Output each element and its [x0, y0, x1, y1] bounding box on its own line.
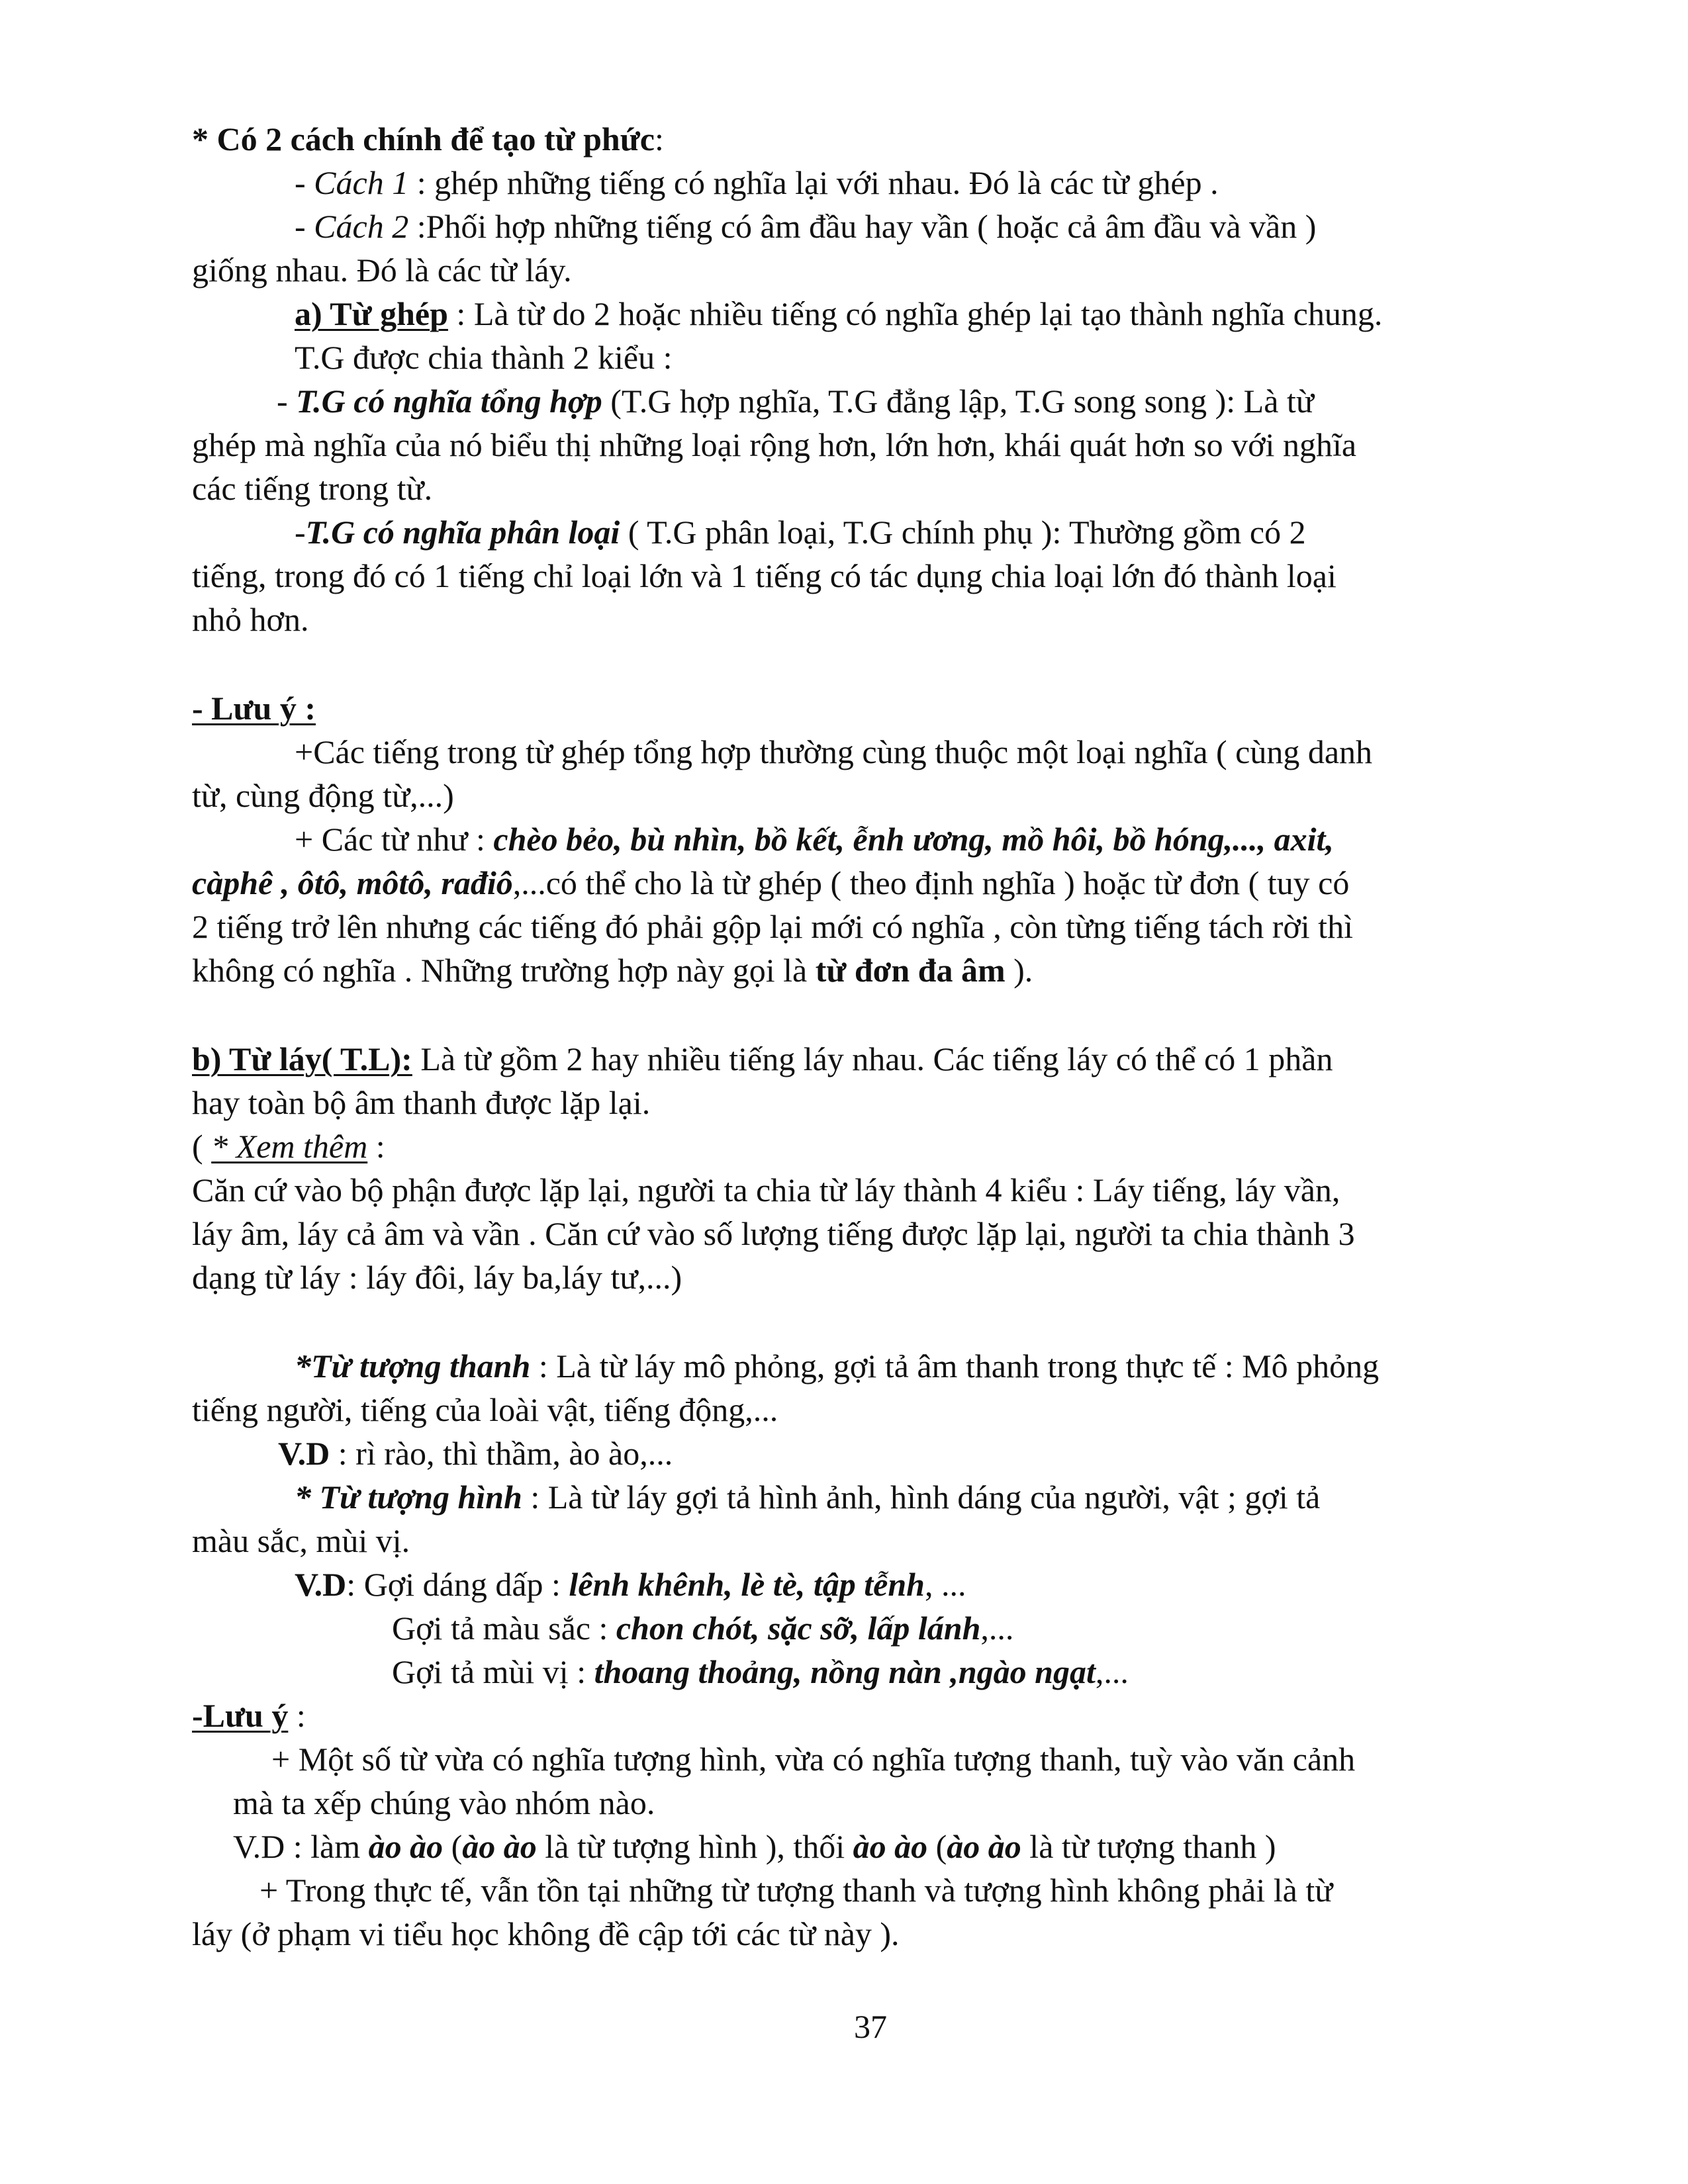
tu-lay-def2: hay toàn bộ âm thanh được lặp lại. — [192, 1084, 651, 1121]
tuong-hinh-ex2-tail: ,... — [980, 1610, 1014, 1647]
luu-y-2-vd-h: ào ào — [947, 1828, 1021, 1865]
tuong-hinh-definition — [295, 1477, 1320, 1517]
tuong-hinh-vd-label: V.D — [295, 1566, 347, 1603]
tuong-hinh-example-3 — [392, 1652, 1129, 1692]
tuong-hinh-ex1-label: Gợi dáng dấp : — [363, 1566, 569, 1603]
tuong-hinh-example-2 — [392, 1608, 1013, 1648]
luu-y-1-p2-line2 — [192, 863, 1349, 903]
tu-ghep-type1-line2: ghép mà nghĩa của nó biểu thị những loại rộng hơn, lớn hơn, khái quát hơn so với nghĩa — [192, 426, 1357, 463]
tuong-hinh-ex2-label: Gợi tả màu sắc : — [392, 1610, 616, 1647]
tuong-hinh-text1: : Là từ láy gợi tả hình ảnh, hình dáng của người, vật ; gợi tả — [522, 1479, 1321, 1516]
luu-y-1-p2-prefix: + Các từ như : — [295, 821, 494, 858]
intro-cach2-text: :Phối hợp những tiếng có âm đầu hay vần ( hoặc cả âm đầu và vần ) — [408, 208, 1317, 245]
tu-ghep-type2-line3: nhỏ hơn. — [192, 601, 309, 638]
xem-them-label: * Xem thêm — [211, 1128, 368, 1165]
luu-y-2-example — [233, 1827, 1276, 1866]
luu-y-1-p2-line4b: từ đơn đa âm — [815, 952, 1006, 989]
intro-heading-tail: : — [654, 120, 664, 158]
tuong-thanh-text2: tiếng người, tiếng của loài vật, tiếng động,... — [192, 1391, 778, 1428]
tuong-hinh-ex3-tail: ,... — [1095, 1653, 1129, 1690]
luu-y-2-vd-i: là từ tượng thanh ) — [1021, 1828, 1276, 1865]
tu-ghep-type2-dash: - — [295, 514, 306, 551]
tuong-hinh-ex1-tail: , ... — [924, 1566, 966, 1603]
tuong-thanh-vd-label: V.D — [278, 1435, 330, 1472]
tu-ghep-def: : Là từ do 2 hoặc nhiều tiếng có nghĩa ghép lại tạo thành nghĩa chung. — [447, 295, 1383, 332]
luu-y-1-p2-line4c: ). — [1005, 952, 1033, 989]
tuong-thanh-example — [278, 1433, 673, 1473]
luu-y-1-p2-line1 — [295, 819, 1334, 859]
luu-y-2-vd-g: ( — [927, 1828, 947, 1865]
tu-ghep-type2-term: T.G có nghĩa phân loại — [305, 514, 620, 551]
luu-y-2-vd-e: là từ tượng hình ), thối — [536, 1828, 853, 1865]
tu-ghep-type1-line3: các tiếng trong từ. — [192, 470, 433, 507]
luu-y-2-title-tail: : — [288, 1697, 306, 1734]
tuong-thanh-text1: : Là từ láy mô phỏng, gợi tả âm thanh trong thực tế : Mô phỏng — [530, 1347, 1380, 1385]
luu-y-1-p2-line4a: không có nghĩa . Những trường hợp này gọi là — [192, 952, 816, 989]
tuong-thanh-term: *Từ tượng thanh — [295, 1347, 531, 1385]
xem-them-line1: Căn cứ vào bộ phận được lặp lại, người ta chia từ láy thành 4 kiểu : Láy tiếng, láy vần, — [192, 1171, 1340, 1208]
tu-lay-def1: Là từ gồm 2 hay nhiều tiếng láy nhau. Các tiếng láy có thể có 1 phần — [412, 1040, 1333, 1077]
luu-y-2-vd-d: ào ào — [462, 1828, 537, 1865]
tuong-hinh-ex2-words: chon chót, sặc sỡ, lấp lánh — [616, 1610, 981, 1647]
xem-them-heading — [192, 1126, 385, 1166]
intro-cach2-dash: - — [295, 208, 314, 245]
luu-y-1-p1-line2: từ, cùng động từ,...) — [192, 777, 454, 814]
luu-y-2-vd-a: V.D : làm — [233, 1828, 369, 1865]
tu-ghep-definition — [295, 294, 1382, 334]
luu-y-1-p2-line4 — [192, 950, 1033, 990]
luu-y-1-p2-examples2: càphê , ôtô, môtô, rađiô — [192, 864, 513, 901]
tu-ghep-type2-line2: tiếng, trong đó có 1 tiếng chỉ loại lớn và 1 tiếng có tác dụng chia loại lớn đó thành loại — [192, 557, 1336, 594]
intro-heading — [192, 119, 664, 159]
intro-heading-bold: * Có 2 cách chính để tạo từ phức — [192, 120, 655, 158]
intro-cach1-dash: - — [295, 164, 314, 201]
luu-y-1-p2-examples1: chèo bẻo, bù nhìn, bồ kết, ễnh ương, mồ hôi, bồ hóng,..., axit, — [493, 821, 1334, 858]
tu-ghep-type2 — [295, 512, 1306, 552]
tuong-hinh-term: * Từ tượng hình — [295, 1479, 522, 1516]
xem-them-line2: láy âm, láy cả âm và vần . Căn cứ vào số lượng tiếng được lặp lại, người ta chia thành 3 — [192, 1215, 1355, 1252]
luu-y-2-vd-c: ( — [443, 1828, 463, 1865]
tu-ghep-type1 — [277, 381, 1314, 421]
intro-cach1-label: Cách 1 — [314, 164, 409, 201]
intro-cach2-line2: giống nhau. Đó là các từ láy. — [192, 251, 572, 289]
tuong-hinh-ex1-words: lênh khênh, lè tè, tập tễnh — [569, 1566, 925, 1603]
intro-cach2 — [295, 206, 1316, 246]
tuong-hinh-example-1 — [295, 1565, 966, 1604]
tu-lay-definition — [192, 1039, 1333, 1079]
tu-ghep-type2-text1: ( T.G phân loại, T.G chính phụ ): Thường gồm có 2 — [620, 514, 1306, 551]
luu-y-2-heading — [192, 1696, 306, 1735]
tuong-hinh-ex3-words: thoang thoảng, nồng nàn ,ngào ngạt — [594, 1653, 1096, 1690]
intro-cach1-text: : ghép những tiếng có nghĩa lại với nhau. Đó là các từ ghép . — [408, 164, 1219, 201]
tuong-hinh-ex3-label: Gợi tả mùi vị : — [392, 1653, 594, 1690]
tu-ghep-types-intro: T.G được chia thành 2 kiểu : — [295, 339, 673, 376]
luu-y-1-p1-line1: +Các tiếng trong từ ghép tổng hợp thường cùng thuộc một loại nghĩa ( cùng danh — [295, 733, 1373, 770]
luu-y-2-vd-f: ào ào — [853, 1828, 928, 1865]
xem-them-colon: : — [367, 1128, 385, 1165]
luu-y-1-title: - Lưu ý : — [192, 690, 316, 727]
intro-cach1 — [295, 163, 1219, 203]
page-number: 37 — [854, 2008, 887, 2045]
tuong-hinh-vd-colon: : — [346, 1566, 364, 1603]
xem-them-open: ( — [192, 1128, 212, 1165]
luu-y-2-title: -Lưu ý — [192, 1697, 289, 1734]
luu-y-2-p2-line2: láy (ở phạm vi tiểu học không đề cập tới các từ này ). — [192, 1915, 900, 1952]
tuong-thanh-definition — [295, 1346, 1379, 1386]
luu-y-1-p2-line3: 2 tiếng trở lên nhưng các tiếng đó phải gộp lại mới có nghĩa , còn từng tiếng tách rời thì — [192, 908, 1353, 945]
tu-lay-title: b) Từ láy( T.L): — [192, 1040, 412, 1077]
tu-ghep-type1-term: T.G có nghĩa tổng hợp — [296, 383, 602, 420]
tuong-thanh-vd-text: : rì rào, thì thầm, ào ào,... — [330, 1435, 673, 1472]
tu-ghep-type1-dash: - — [277, 383, 297, 420]
luu-y-2-p1-line1: + Một số từ vừa có nghĩa tượng hình, vừa có nghĩa tượng thanh, tuỳ vào văn cảnh — [271, 1741, 1356, 1778]
tu-ghep-title: a) Từ ghép — [295, 295, 448, 332]
intro-cach2-label: Cách 2 — [314, 208, 409, 245]
luu-y-2-p1-line2: mà ta xếp chúng vào nhóm nào. — [233, 1784, 655, 1821]
tuong-hinh-text2: màu sắc, mùi vị. — [192, 1522, 410, 1559]
luu-y-2-vd-b: ào ào — [368, 1828, 444, 1865]
luu-y-2-p2-line1: + Trong thực tế, vẫn tồn tại những từ tượng thanh và tượng hình không phải là từ — [259, 1872, 1333, 1909]
luu-y-1-p2-text2: ,...có thể cho là từ ghép ( theo định nghĩa ) hoặc từ đơn ( tuy có — [512, 864, 1350, 901]
xem-them-line3: dạng từ láy : láy đôi, láy ba,láy tư,...) — [192, 1259, 682, 1296]
tu-ghep-type1-text1: (T.G hợp nghĩa, T.G đẳng lập, T.G song song ): Là từ — [602, 383, 1314, 420]
